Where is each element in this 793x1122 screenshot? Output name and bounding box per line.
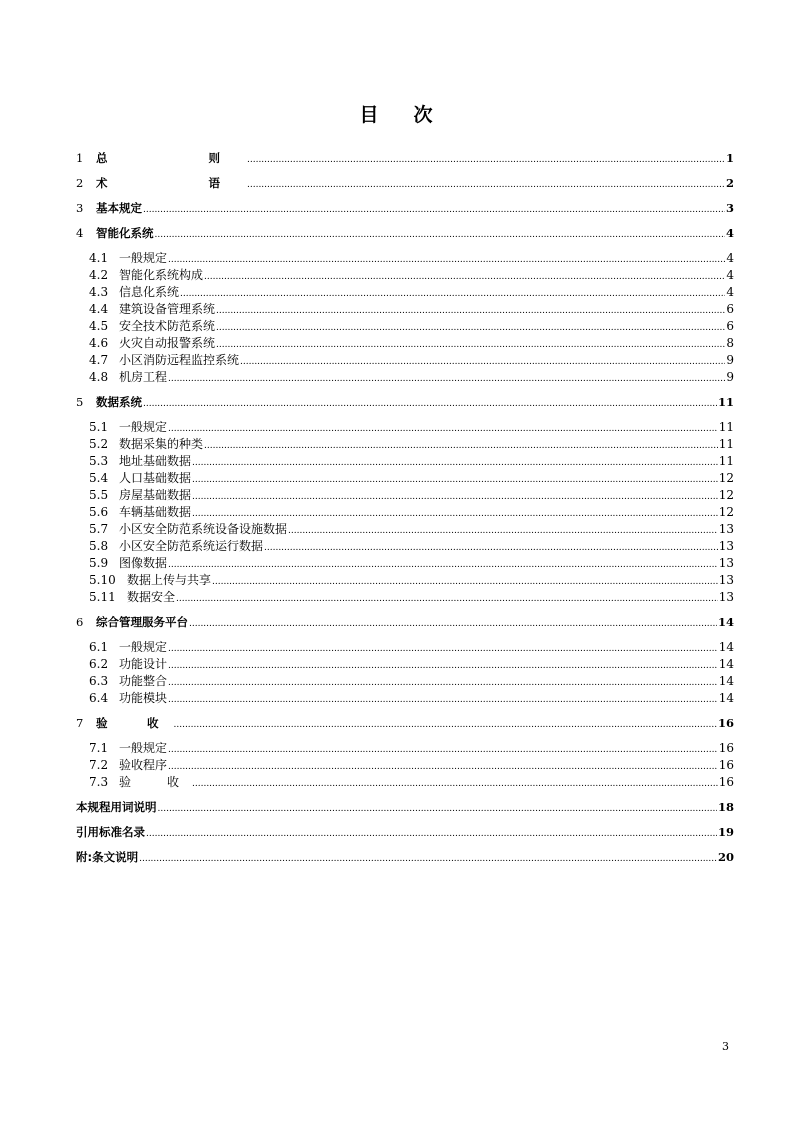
toc-leader-dots: [176, 591, 718, 607]
toc-entry[interactable]: [76, 301, 734, 318]
toc-leader-dots: [158, 801, 717, 817]
toc-entry-number: 6: [76, 615, 84, 629]
toc-entry[interactable]: [76, 572, 734, 589]
toc-entry-label: 验收程序: [119, 758, 168, 772]
toc-entry-number: 5.3: [89, 454, 109, 468]
toc-leader-dots: [168, 641, 718, 657]
toc-entry-page: 6: [726, 319, 734, 333]
toc-entry-label: 引用标准名录: [76, 825, 145, 839]
toc-entry-number: 6.4: [89, 691, 109, 705]
page-title: [0, 100, 793, 127]
toc-entry-page: 4: [725, 226, 734, 240]
title-char-right: 次: [413, 104, 434, 126]
toc-entry-label: 附:条文说明: [76, 850, 139, 864]
toc-entry-number: 4.2: [89, 268, 109, 282]
toc-entry-number: 6.2: [89, 657, 109, 671]
toc-leader-dots: [216, 303, 725, 319]
toc-entry-page: 16: [718, 758, 734, 772]
toc-leader-dots: [247, 177, 725, 193]
toc-leader-dots: [168, 421, 718, 437]
toc-leader-dots: [168, 252, 725, 268]
toc-entry-label: 房屋基础数据: [119, 488, 192, 502]
toc-entry-number: 7: [76, 716, 84, 730]
toc-leader-dots: [143, 396, 717, 412]
toc-entry-number: 4.6: [89, 336, 109, 350]
toc-entry-label: 基本规定: [96, 201, 142, 215]
toc-entry-page: 4: [726, 285, 734, 299]
toc-entry[interactable]: [76, 757, 734, 774]
toc-entry[interactable]: [76, 419, 734, 436]
toc-entry[interactable]: [76, 690, 734, 707]
toc-entry-number: 5.1: [89, 420, 109, 434]
toc-leader-dots: [192, 776, 718, 792]
toc-entry[interactable]: [76, 352, 734, 369]
toc-leader-dots: [143, 202, 725, 218]
toc-entry-page: 13: [718, 573, 734, 587]
toc-leader-dots: [168, 759, 718, 775]
toc-leader-dots: [168, 692, 718, 708]
toc-entry-number: 5.7: [89, 522, 109, 536]
toc-entry-number: 1: [76, 151, 84, 165]
toc-entry-number: 5.2: [89, 437, 109, 451]
toc-entry[interactable]: [76, 335, 734, 352]
toc-entry[interactable]: [76, 589, 734, 606]
toc-leader-dots: [264, 540, 718, 556]
toc-entry-label: 数据采集的种类: [119, 437, 204, 451]
toc-entry-number: 6.1: [89, 640, 109, 654]
toc-entry-label: 数据安全: [127, 590, 176, 604]
toc-entry[interactable]: [76, 318, 734, 335]
toc-entry-number: 5.5: [89, 488, 109, 502]
toc-entry-page: 2: [725, 176, 734, 190]
toc-entry[interactable]: [76, 200, 734, 217]
toc-entry[interactable]: [76, 250, 734, 267]
toc-entry-number: 4.5: [89, 319, 109, 333]
toc-entry-page: 13: [718, 539, 734, 553]
toc-entry-label: 火灾自动报警系统: [119, 336, 216, 350]
toc-entry-label: 机房工程: [119, 370, 168, 384]
toc-leader-dots: [204, 269, 725, 285]
toc-entry-label: 验 收: [119, 775, 192, 789]
table-of-contents: [76, 150, 734, 866]
toc-leader-dots: [240, 354, 725, 370]
toc-entry-page: 12: [718, 471, 734, 485]
toc-leader-dots: [168, 557, 718, 573]
toc-entry-label: 人口基础数据: [119, 471, 192, 485]
toc-entry[interactable]: [76, 774, 734, 791]
toc-entry-label: 地址基础数据: [119, 454, 192, 468]
toc-entry-number: 5.11: [89, 590, 116, 604]
toc-entry-number: 4.4: [89, 302, 109, 316]
toc-leader-dots: [168, 742, 718, 758]
toc-entry-number: 5.6: [89, 505, 109, 519]
toc-entry[interactable]: [76, 225, 734, 242]
toc-leader-dots: [174, 717, 717, 733]
toc-entry-number: 4.7: [89, 353, 109, 367]
toc-entry[interactable]: [76, 656, 734, 673]
toc-leader-dots: [139, 851, 717, 867]
toc-entry-page: 16: [718, 775, 734, 789]
toc-leader-dots: [192, 489, 718, 505]
toc-entry-number: 5.10: [89, 573, 116, 587]
toc-entry-page: 13: [718, 556, 734, 570]
toc-entry-number: 2: [76, 176, 84, 190]
toc-entry-number: 4.1: [89, 251, 109, 265]
toc-entry-label: 信息化系统: [119, 285, 180, 299]
toc-entry-number: 4: [76, 226, 84, 240]
toc-entry-number: 7.2: [89, 758, 109, 772]
toc-entry-number: 5.8: [89, 539, 109, 553]
toc-leader-dots: [168, 675, 718, 691]
toc-entry-label: 一般规定: [119, 640, 168, 654]
toc-entry-number: 5.4: [89, 471, 109, 485]
toc-leader-dots: [189, 616, 717, 632]
toc-entry[interactable]: [76, 150, 734, 167]
toc-entry-page: 19: [717, 825, 734, 839]
toc-entry-page: 11: [718, 437, 734, 451]
toc-entry-label: 功能设计: [119, 657, 168, 671]
toc-entry-page: 11: [718, 454, 734, 468]
toc-entry[interactable]: [76, 504, 734, 521]
toc-entry-page: 1: [725, 151, 734, 165]
toc-entry[interactable]: [76, 394, 734, 411]
toc-entry[interactable]: [76, 715, 734, 732]
toc-leader-dots: [204, 438, 718, 454]
toc-leader-dots: [146, 826, 717, 842]
toc-entry[interactable]: [76, 267, 734, 284]
toc-entry-label: 一般规定: [119, 251, 168, 265]
toc-entry-page: 16: [718, 741, 734, 755]
toc-entry-page: 16: [717, 716, 734, 730]
toc-entry[interactable]: [76, 470, 734, 487]
toc-entry[interactable]: [76, 849, 734, 866]
toc-leader-dots: [216, 337, 725, 353]
toc-entry-page: 13: [718, 590, 734, 604]
toc-entry[interactable]: [76, 538, 734, 555]
toc-entry[interactable]: [76, 487, 734, 504]
page-number: 3: [722, 1040, 729, 1053]
toc-leader-dots: [192, 472, 718, 488]
toc-entry-page: 12: [718, 488, 734, 502]
toc-entry-label: 车辆基础数据: [119, 505, 192, 519]
toc-leader-dots: [247, 152, 725, 168]
toc-leader-dots: [216, 320, 725, 336]
toc-entry[interactable]: [76, 521, 734, 538]
toc-entry-page: 14: [718, 691, 734, 705]
toc-entry-page: 20: [717, 850, 734, 864]
toc-entry[interactable]: [76, 453, 734, 470]
toc-entry-label: 小区消防远程监控系统: [119, 353, 240, 367]
toc-entry-page: 14: [717, 615, 734, 629]
toc-entry-page: 9: [726, 370, 734, 384]
toc-entry-number: 6.3: [89, 674, 109, 688]
toc-entry[interactable]: [76, 673, 734, 690]
toc-leader-dots: [168, 371, 725, 387]
toc-entry-page: 11: [717, 395, 734, 409]
toc-entry-label: 综合管理服务平台: [96, 615, 188, 629]
toc-leader-dots: [155, 227, 725, 243]
toc-entry-page: 9: [726, 353, 734, 367]
toc-entry-page: 18: [717, 800, 734, 814]
toc-entry[interactable]: [76, 555, 734, 572]
toc-entry-label: 图像数据: [119, 556, 168, 570]
toc-entry-label: 智能化系统构成: [119, 268, 204, 282]
toc-entry-number: 4.3: [89, 285, 109, 299]
toc-entry-page: 13: [718, 522, 734, 536]
toc-entry-number: 7.1: [89, 741, 109, 755]
toc-entry-label: 安全技术防范系统: [119, 319, 216, 333]
toc-entry-page: 4: [726, 251, 734, 265]
toc-entry-page: 6: [726, 302, 734, 316]
toc-entry-label: 验 收: [96, 716, 173, 730]
toc-entry-label: 总 则: [96, 151, 246, 165]
toc-leader-dots: [180, 286, 725, 302]
toc-entry-label: 数据上传与共享: [127, 573, 212, 587]
toc-leader-dots: [212, 574, 718, 590]
toc-entry-number: 3: [76, 201, 84, 215]
toc-entry-page: 4: [726, 268, 734, 282]
toc-entry-label: 数据系统: [96, 395, 142, 409]
toc-entry-page: 14: [718, 657, 734, 671]
toc-entry-label: 一般规定: [119, 741, 168, 755]
toc-entry[interactable]: [76, 824, 734, 841]
toc-leader-dots: [192, 455, 718, 471]
toc-entry-label: 本规程用词说明: [76, 800, 157, 814]
toc-entry-page: 11: [718, 420, 734, 434]
toc-entry-number: 7.3: [89, 775, 109, 789]
toc-entry[interactable]: [76, 614, 734, 631]
toc-leader-dots: [288, 523, 718, 539]
toc-entry-label: 建筑设备管理系统: [119, 302, 216, 316]
toc-entry-page: 14: [718, 640, 734, 654]
toc-entry-number: 4.8: [89, 370, 109, 384]
toc-entry-number: 5: [76, 395, 84, 409]
toc-leader-dots: [192, 506, 718, 522]
toc-leader-dots: [168, 658, 718, 674]
toc-entry[interactable]: [76, 436, 734, 453]
toc-entry-page: 12: [718, 505, 734, 519]
toc-entry-label: 功能整合: [119, 674, 168, 688]
toc-entry[interactable]: [76, 799, 734, 816]
toc-entry-label: 智能化系统: [96, 226, 154, 240]
toc-entry-label: 功能模块: [119, 691, 168, 705]
toc-entry-label: 小区安全防范系统设备设施数据: [119, 522, 288, 536]
toc-entry[interactable]: [76, 175, 734, 192]
toc-entry-label: 术 语: [96, 176, 246, 190]
toc-entry[interactable]: [76, 740, 734, 757]
toc-entry[interactable]: [76, 284, 734, 301]
toc-entry-page: 3: [725, 201, 734, 215]
toc-entry[interactable]: [76, 639, 734, 656]
toc-entry-number: 5.9: [89, 556, 109, 570]
toc-entry-page: 8: [726, 336, 734, 350]
toc-entry-label: 一般规定: [119, 420, 168, 434]
title-char-left: 目: [359, 104, 380, 126]
toc-entry[interactable]: [76, 369, 734, 386]
toc-entry-page: 14: [718, 674, 734, 688]
toc-entry-label: 小区安全防范系统运行数据: [119, 539, 264, 553]
